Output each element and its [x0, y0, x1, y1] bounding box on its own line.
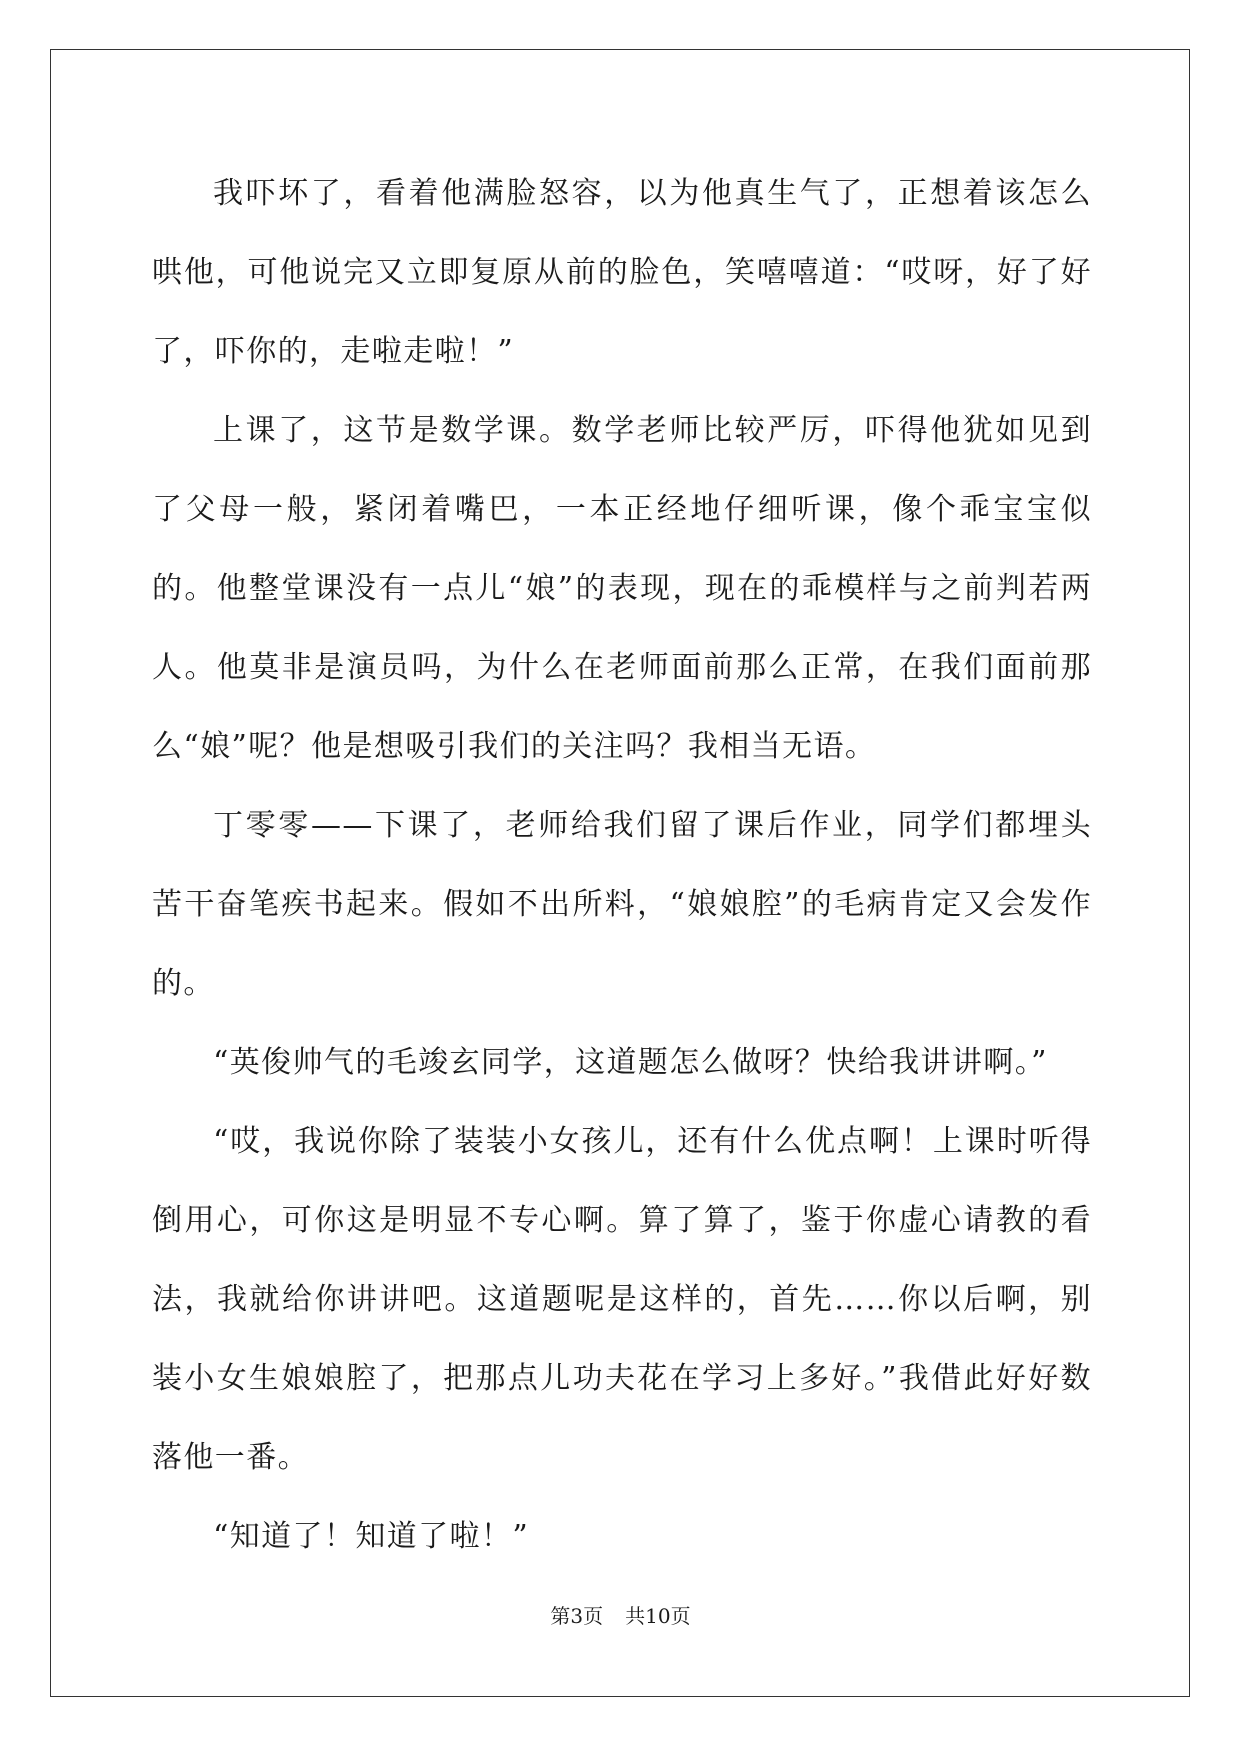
page-total: 共10页: [625, 1604, 691, 1628]
paragraph: 丁零零——下课了，老师给我们留了课后作业，同学们都埋头苦干奋笔疾书起来。假如不出所料，“娘娘腔”的毛病肯定又会发作的。: [152, 808, 1092, 1001]
paragraph: “知道了！知道了啦！”: [213, 1519, 530, 1554]
document-body: [152, 154, 1092, 1576]
paragraph: “哎，我说你除了装装小女孩儿，还有什么优点啊！上课时听得倒用心，可你这是明显不专心啊。算了算了，鉴于你虚心请教的看法，我就给你讲讲吧。这道题呢是这样的，首先……你以后啊，别装小女生娘娘腔了，把那点儿功夫花在学习上多好。”我借此好好数落他一番。: [152, 1124, 1092, 1475]
paragraph: 我吓坏了，看着他满脸怒容，以为他真生气了，正想着该怎么哄他，可他说完又立即复原从前的脸色，笑嘻嘻道：“哎呀，好了好了，吓你的，走啦走啦！”: [152, 176, 1092, 369]
page-number: 第3页: [550, 1604, 604, 1628]
paragraph: 上课了，这节是数学课。数学老师比较严厉，吓得他犹如见到了父母一般，紧闭着嘴巴，一本正经地仔细听课，像个乖宝宝似的。他整堂课没有一点儿“娘”的表现，现在的乖模样与之前判若两人。他莫非是演员吗，为什么在老师面前那么正常，在我们面前那么“娘”呢？他是想吸引我们的关注吗？我相当无语。: [152, 413, 1092, 764]
paragraph: “英俊帅气的毛竣玄同学，这道题怎么做呀？快给我讲讲啊。”: [213, 1045, 1048, 1080]
page-footer: [0, 1602, 1241, 1630]
